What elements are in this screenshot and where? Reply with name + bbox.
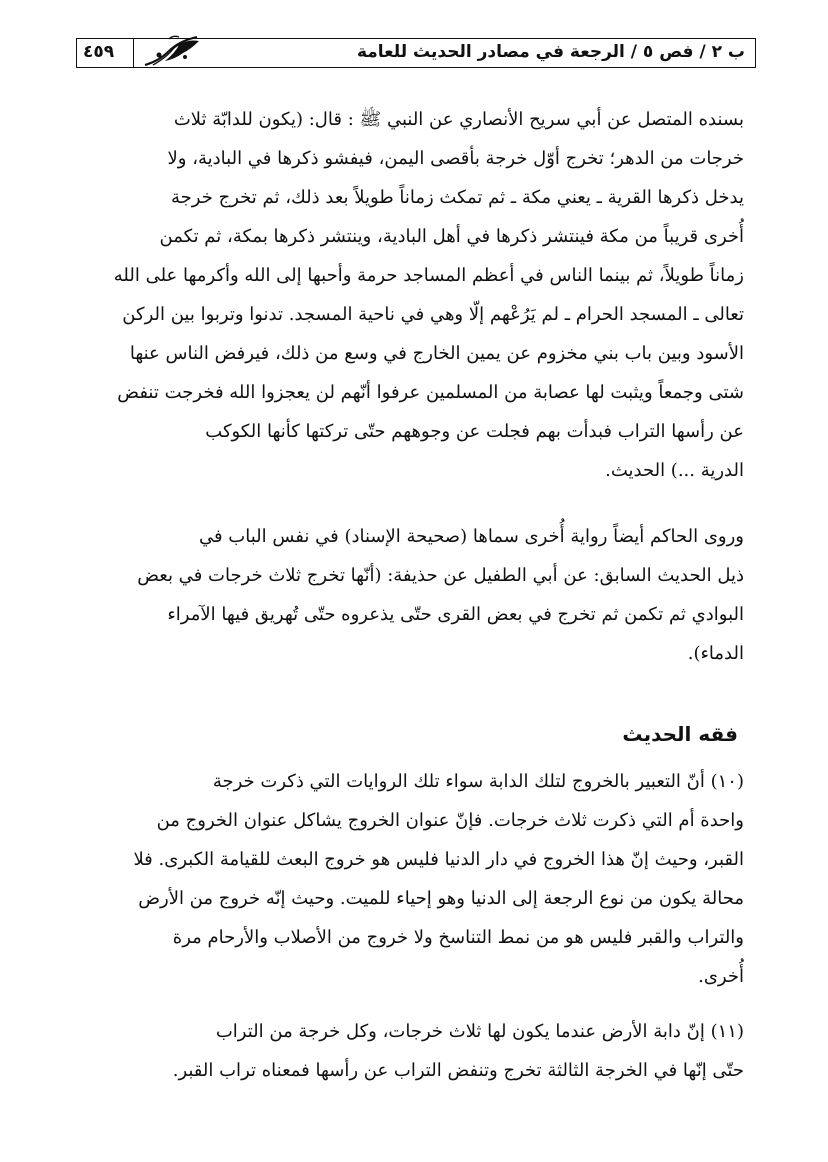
text-line: القبر، وحيث إنّ هذا الخروج في دار الدنيا فليس هو خروج البعث للقيامة الكبرى. فلا [133,849,744,870]
text-line: الدرية ...) الحديث. [605,460,744,481]
text-line: محالة يكون من نوع الرجعة إلى الدنيا وهو إحياء للميت. وحيث إنّه خروج من الأرض [138,888,744,909]
text-line: أُخرى. [698,966,744,987]
text-line: الدماء). [687,643,744,664]
text-line: حتّى إنّها في الخرجة الثالثة تخرج وتنفض التراب عن رأسها فمعناه تراب القبر. [172,1060,744,1081]
text-line: البوادي ثم تكمن ثم تخرج في بعض القرى حتّى يذعروه حتّى تُهريق فيها الآمراء [167,604,744,625]
text-line: وروى الحاكم أيضاً رواية أُخرى سماها (صحيحة الإسناد) في نفس الباب في [198,526,744,547]
text-line: شتى وجمعاً ويثبت لها عصابة من المسلمين عرفوا أنّهم لن يعجزوا الله فخرجت تنفض [117,382,744,403]
paragraph-point-11 [104,1012,744,1090]
running-header [76,38,756,68]
header-title: ب ٢ / فص ٥ / الرجعة في مصادر الحديث للعامة [356,42,745,62]
paragraph-point-10 [104,762,744,996]
text-line: زماناً طويلاً، ثم بينما الناس في أعظم المساجد حرمة وأحبها إلى الله وأكرمها على الله [113,265,744,286]
text-line: والتراب والقبر فليس هو من نمط التناسخ ولا خروج من الأصلاب والأرحام مرة [172,927,744,948]
paragraph-hadith-1 [104,100,744,490]
text-line: بسنده المتصل عن أبي سريح الأنصاري عن النبي ﷺ : قال: (يكون للدابّة ثلاث [173,109,744,130]
page-number: ٤٥٩ [83,42,115,62]
text-line: يدخل ذكرها القرية ـ يعني مكة ـ ثم تمكث زماناً طويلاً بعد ذلك، ثم تخرج خرجة [171,187,744,208]
text-line: تعالى ـ المسجد الحرام ـ لم يَرُعْهم إلّا وهي في ناحية المسجد. تدنوا وتربوا بين الركن [122,304,744,325]
text-line: أُخرى قريباً من مكة فينتشر ذكرها في أهل البادية، وينتشر ذكرها بمكة، ثم تكمن [159,226,744,247]
text-line: خرجات من الدهر؛ تخرج أوّل خرجة بأقصى اليمن، فيفشو ذكرها في البادية، ولا [167,148,744,169]
text-line: عن رأسها التراب فبدأت بهم فجلت عن وجوههم حتّى تركتها كأنها الكوكب [205,421,744,442]
section-heading: فقه الحديث [622,722,738,746]
text-line: الأسود وبين باب بني مخزوم عن يمين الخارج في وسع من ذلك، فيرفض الناس عنها [129,343,744,364]
text-line: ذيل الحديث السابق: عن أبي الطفيل عن حذيفة: (أنّها تخرج ثلاث خرجات في بعض [137,565,744,586]
paragraph-hakim-narration [104,517,744,673]
text-line: (١١) إنّ دابة الأرض عندما يكون لها ثلاث خرجات، وكل خرجة من التراب [215,1021,744,1042]
ornament-icon [139,31,203,71]
text-line: واحدة أم التي ذكرت ثلاث خرجات. فإنّ عنوان الخروج يشاكل عنوان الخروج من [156,810,744,831]
text-line: (١٠) أنّ التعبير بالخروج لتلك الدابة سواء تلك الروايات التي ذكرت خرجة [212,771,744,792]
